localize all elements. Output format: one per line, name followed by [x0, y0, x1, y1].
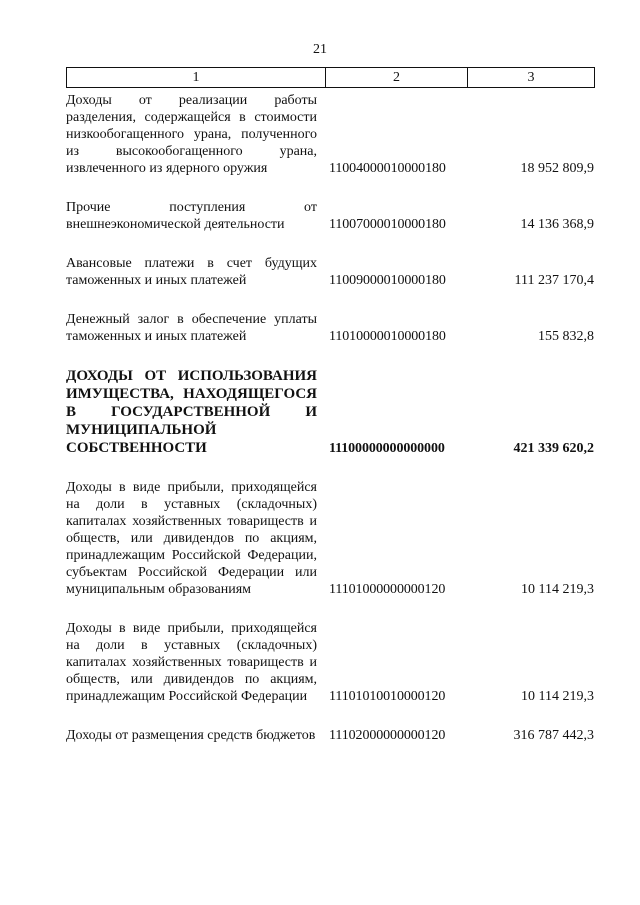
row-name: ДОХОДЫ ОТ ИСПОЛЬЗОВАНИЯ ИМУЩЕСТВА, НАХОДЯЩЕГОСЯ В ГОСУДАРСТВЕННОЙ И МУНИЦИПАЛЬНОЙ СОБСТВЕННОСТИ: [66, 368, 317, 456]
row-name: Авансовые платежи в счет будущих таможенных и иных платежей: [66, 256, 317, 288]
row-amount: 14 136 368,9: [520, 217, 594, 232]
row-name: Доходы в виде прибыли, приходящейся на доли в уставных (складочных) капиталах хозяйственных товариществ и обществ, или дивидендов по акциям, принадлежащим Российской Федерации, субъектам Российской Федерации или муниципальным образованиям: [66, 480, 317, 597]
row-name: Доходы от реализации работы разделения, содержащейся в стоимости низкообогащенного урана, полученного из высокообогащенного урана, извлеченного из ядерного оружия: [66, 93, 317, 176]
table-row: [66, 311, 594, 345]
table-row: [66, 479, 594, 598]
row-name: Доходы от размещения средств бюджетов: [66, 728, 316, 743]
row-amount: 10 114 219,3: [521, 582, 594, 597]
header-col-1: 1: [67, 68, 326, 88]
row-code: 11004000010000180: [329, 161, 446, 176]
page-number: 21: [313, 42, 327, 57]
table-row: [66, 727, 594, 744]
row-code: 11101010010000120: [329, 689, 446, 704]
row-name: Доходы в виде прибыли, приходящейся на доли в уставных (складочных) капиталах хозяйственных товариществ и обществ, или дивидендов по акциям, принадлежащим Российской Федерации: [66, 621, 317, 704]
table-row: [66, 255, 594, 289]
row-code: 11010000010000180: [329, 329, 446, 344]
table-row: [66, 620, 594, 705]
table-row: [66, 92, 594, 177]
row-code: 11102000000000120: [329, 728, 446, 743]
row-code: 11009000010000180: [329, 273, 446, 288]
header-col-2: 2: [326, 68, 468, 88]
row-code: 11101000000000120: [329, 582, 446, 597]
row-amount: 18 952 809,9: [520, 161, 594, 176]
row-amount: 421 339 620,2: [513, 441, 594, 456]
row-name: Денежный залог в обеспечение уплаты таможенных и иных платежей: [66, 312, 317, 344]
header-col-3: 3: [468, 68, 595, 88]
row-amount: 111 237 170,4: [514, 273, 594, 288]
table-header: [66, 67, 595, 88]
row-name: Прочие поступления от внешнеэкономической деятельности: [66, 200, 317, 232]
row-code: 11100000000000000: [329, 441, 445, 456]
row-amount: 10 114 219,3: [521, 689, 594, 704]
table-row: [66, 199, 594, 233]
row-code: 11007000010000180: [329, 217, 446, 232]
budget-rows: [66, 92, 594, 766]
table-row-section-total: [66, 367, 594, 457]
row-amount: 316 787 442,3: [513, 728, 594, 743]
row-amount: 155 832,8: [538, 329, 594, 344]
